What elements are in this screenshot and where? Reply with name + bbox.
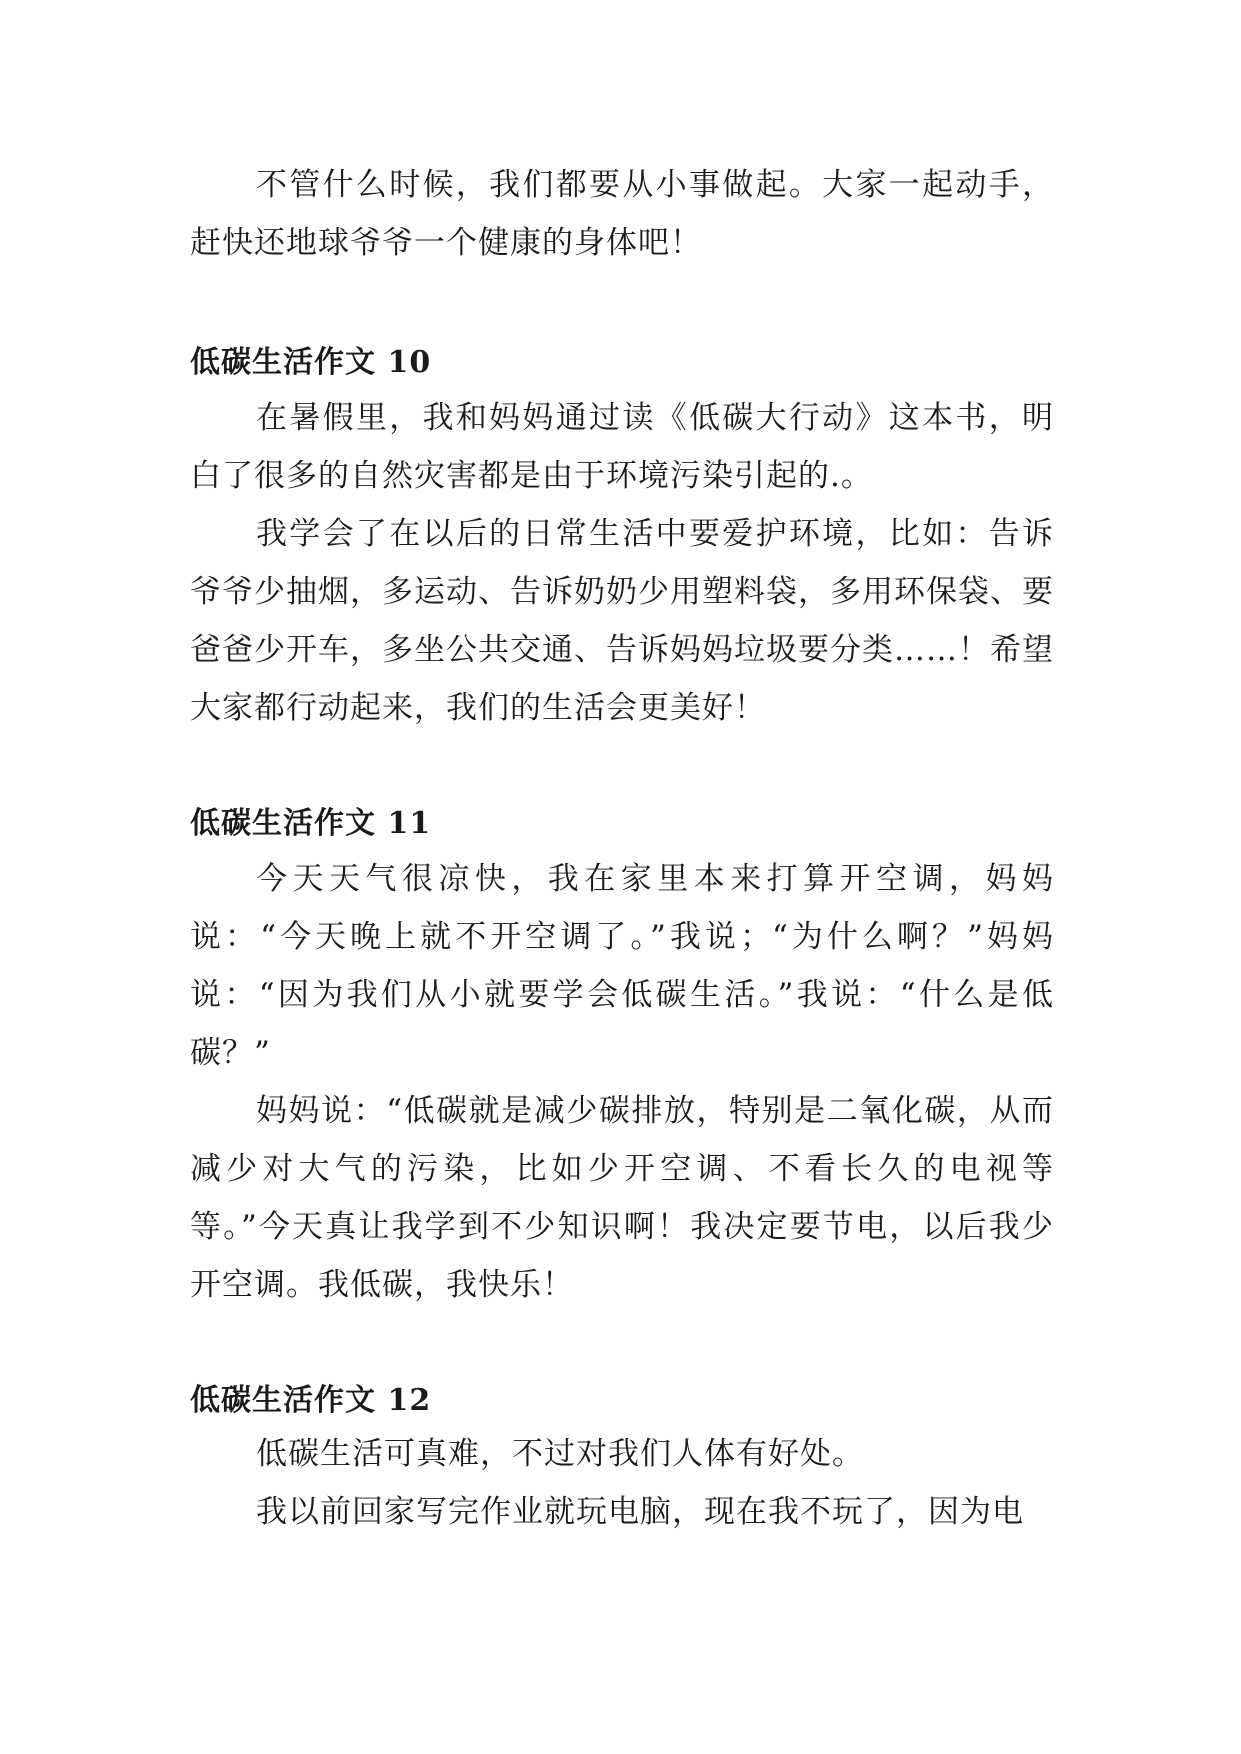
essay-body <box>190 1425 1054 1541</box>
essay-title: 低碳生活作文 12 <box>190 1383 432 1418</box>
paragraph: 低碳生活可真难，不过对我们人体有好处。 <box>256 1436 864 1472</box>
paragraph: 妈妈说：“低碳就是减少碳排放，特别是二氧化碳，从而减少对大气的污染，比如少开空调、不看长久的电视等等。”今天真让我学到不少知识啊！我决定要节电，以后我少开空调。我低碳，我快乐！ <box>190 1093 1054 1303</box>
paragraph: 在暑假里，我和妈妈通过读《低碳大行动》这本书，明白了很多的自然灾害都是由于环境污染引起的.。 <box>190 400 1054 494</box>
paragraph: 我学会了在以后的日常生活中要爱护环境，比如：告诉爷爷少抽烟，多运动、告诉奶奶少用塑料袋，多用环保袋、要爸爸少开车，多坐公共交通、告诉妈妈垃圾要分类……！希望大家都行动起来，我们的生活会更美好！ <box>190 516 1054 726</box>
essay-body <box>190 389 1054 737</box>
essay-body <box>190 850 1054 1314</box>
paragraph: 不管什么时候，我们都要从小事做起。大家一起动手，赶快还地球爷爷一个健康的身体吧！ <box>190 167 1054 261</box>
paragraph: 我以前回家写完作业就玩电脑，现在我不玩了，因为电 <box>256 1494 1024 1530</box>
essay-title: 低碳生活作文 11 <box>190 806 432 841</box>
essay-section <box>190 156 1054 272</box>
essay-section <box>190 804 1054 844</box>
essay-section <box>190 343 1054 383</box>
essay-section <box>190 1381 1054 1421</box>
essay-title: 低碳生活作文 10 <box>190 345 432 380</box>
paragraph: 今天天气很凉快，我在家里本来打算开空调，妈妈说：“今天晚上就不开空调了。”我说；“为什么啊？”妈妈说：“因为我们从小就要学会低碳生活。”我说：“什么是低碳？” <box>190 861 1054 1071</box>
